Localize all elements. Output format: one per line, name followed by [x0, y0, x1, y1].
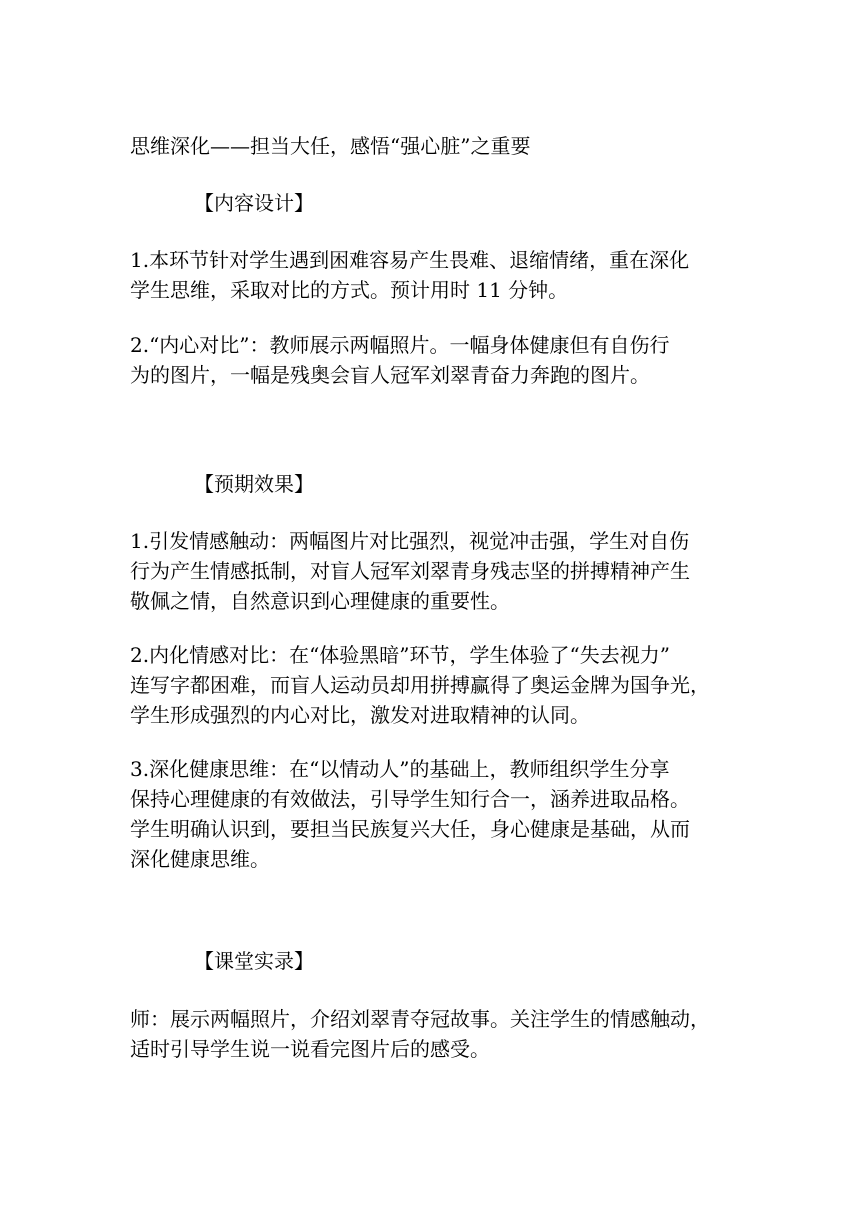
- paragraph-line: 2.“内心对比”：教师展示两幅照片。一幅身体健康但有自伤行: [130, 333, 670, 357]
- paragraph-line: 适时引导学生说一说看完图片后的感受。: [130, 1037, 490, 1061]
- paragraph-line: 2.内化情感对比：在“体验黑暗”环节，学生体验了“失去视力”: [130, 643, 670, 667]
- section-heading-expected-effect: 【预期效果】: [194, 472, 314, 496]
- paragraph-line: 为的图片，一幅是残奥会盲人冠军刘翠青奋力奔跑的图片。: [130, 363, 650, 387]
- section-heading-classroom-record: 【课堂实录】: [194, 949, 314, 973]
- paragraph-line: 师：展示两幅照片，介绍刘翠青夺冠故事。关注学生的情感触动，: [130, 1007, 710, 1031]
- paragraph-line: 学生明确认识到，要担当民族复兴大任，身心健康是基础，从而: [130, 817, 690, 841]
- paragraph-line: 连写字都困难，而盲人运动员却用拼搏赢得了奥运金牌为国争光，: [130, 673, 710, 697]
- paragraph-line: 敬佩之情，自然意识到心理健康的重要性。: [130, 589, 510, 613]
- paragraph-line: 3.深化健康思维：在“以情动人”的基础上，教师组织学生分享: [130, 757, 670, 781]
- paragraph-line: 1.本环节针对学生遇到困难容易产生畏难、退缩情绪，重在深化: [130, 248, 690, 272]
- section-heading-content-design: 【内容设计】: [194, 191, 314, 215]
- paragraph-line: 行为产生情感抵制，对盲人冠军刘翠青身残志坚的拼搏精神产生: [130, 559, 690, 583]
- paragraph-line: 学生思维，采取对比的方式。预计用时 11 分钟。: [130, 278, 569, 302]
- paragraph-line: 学生形成强烈的内心对比，激发对进取精神的认同。: [130, 703, 590, 727]
- paragraph-line: 深化健康思维。: [130, 847, 270, 871]
- document-title: 思维深化——担当大任，感悟“强心脏”之重要: [130, 134, 531, 158]
- paragraph-line: 保持心理健康的有效做法，引导学生知行合一，涵养进取品格。: [130, 787, 690, 811]
- paragraph-line: 1.引发情感触动：两幅图片对比强烈，视觉冲击强，学生对自伤: [130, 529, 690, 553]
